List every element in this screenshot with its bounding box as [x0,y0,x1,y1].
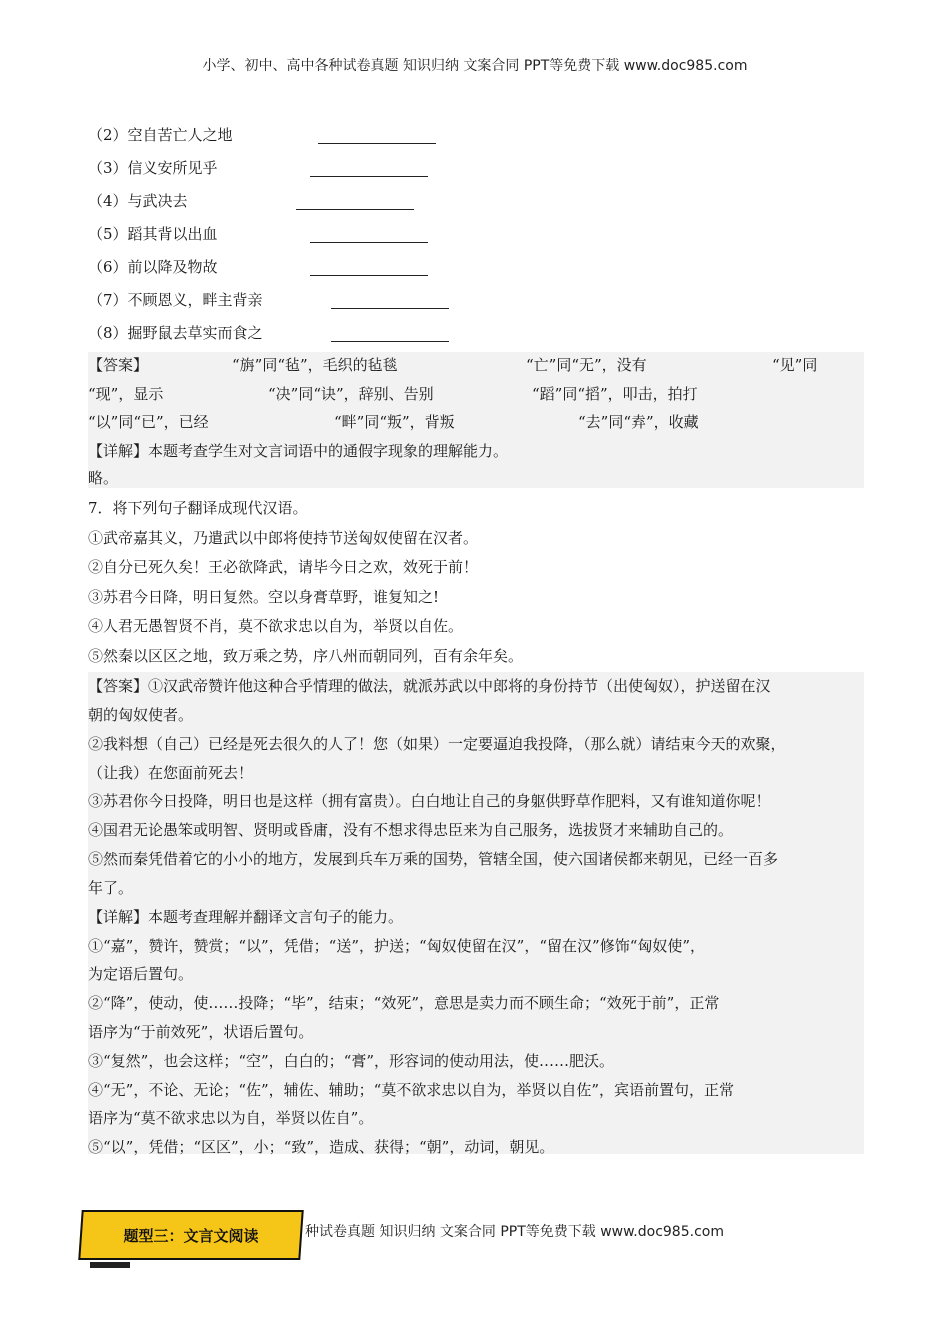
answer-entry: “以”同“已”，已经 [88,413,209,431]
detail-line: 语序为“莫不欲求忠以为自，举贤以佐自”。 [88,1109,374,1127]
detail-tag: 【详解】 [88,908,149,926]
sentence: ②自分已死久矣！王必欲降武，请毕今日之欢，效死于前！ [88,558,479,576]
answer-line: 年了。 [88,879,134,897]
item-label: （5）蹈其背以出血 [88,225,218,243]
answer-entry: “蹈”同“搯”，叩击，拍打 [532,385,698,403]
answer-line: 朝的匈奴使者。 [88,706,194,724]
answer-entry: “亡”同“无”，没有 [526,356,647,374]
answer-tag: 【答案】 [88,677,149,695]
page-footer: 种试卷真题 知识归纳 文案合同 PPT等免费下载 www.doc985.com [305,1224,724,1240]
answer-entry: “现”，显示 [88,385,164,403]
answer-blank [310,242,428,243]
item-label: （8）掘野鼠去草实而食之 [88,324,263,342]
detail-text: 本题考查学生对文言词语中的通假字现象的理解能力。 [148,442,509,460]
question-title: 7．将下列句子翻译成现代汉语。 [88,499,308,517]
answer-tag: 【答案】 [88,356,149,374]
answer-line: ②我料想（自己）已经是死去很久的人了！您（如果）一定要逼迫我投降，（那么就）请结束今天的欢聚， [88,735,786,753]
detail-line [88,440,508,462]
sentence: ⑤然秦以区区之地，致万乘之势，序八州而朝同列，百有余年矣。 [88,647,524,665]
section-banner-label: 题型三：文言文阅读 [123,1226,259,1245]
answer-blank [296,209,414,210]
sentence: ④人君无愚智贤不肖，莫不欲求忠以自为，举贤以自佐。 [88,617,464,635]
answer-entry: “去”同“弆”，收藏 [578,413,699,431]
item-label: （3）信义安所见乎 [88,159,218,177]
sentence: ③苏君今日降，明日复然。空以身膏草野，谁复知之! [88,588,440,606]
detail-line [88,906,403,928]
answer-line: ④国君无论愚笨或明智、贤明或昏庸，没有不想求得忠臣来为自己服务，选拔贤才来辅助自己的。 [88,821,734,839]
answer-blank [310,176,428,177]
answer-blank [310,275,428,276]
question-item [88,189,188,213]
detail-brief: 略。 [88,469,119,487]
answer-blank [331,341,449,342]
section-banner [80,1210,302,1260]
answer-line: ⑤然而秦凭借着它的小小的地方，发展到兵车万乘的国势，管辖全国，使六国诸侯都来朝见，已经一百多 [88,850,779,868]
detail-line: 语序为“于前效死”，状语后置句。 [88,1023,314,1041]
detail-text: 本题考查理解并翻译文言句子的能力。 [148,908,404,926]
detail-line: ⑤“以”，凭借；“区区”，小；“致”，造成、获得；“朝”，动词，朝见。 [88,1138,555,1156]
answer-entry: “见”同 [772,356,818,374]
answer-entry: “旃”同“毡”，毛织的毡毯 [232,356,398,374]
detail-line: ④“无”，不论、无论；“佐”，辅佐、辅助；“莫不欲求忠以自为，举贤以自佐”，宾语前置句，正常 [88,1081,735,1099]
banner-decoration [90,1262,130,1268]
answer-line: （让我）在您面前死去！ [88,764,254,782]
question-item [88,255,218,279]
item-label: （2）空自苦亡人之地 [88,126,233,144]
answer-blank [318,143,436,144]
question-item [88,123,233,147]
question-item [88,288,263,312]
question-item [88,156,218,180]
answer-line: ③苏君你今日投降，明日也是这样（拥有富贵）。白白地让自己的身躯供野草作肥料，又有谁知道你呢！ [88,792,771,810]
answer-line: 【答案】①汉武帝赞许他这种合乎情理的做法，就派苏武以中郎将的身份持节（出使匈奴），护送留在汉 [88,677,771,695]
detail-line: ②“降”，使动，使……投降；“毕”，结束；“效死”，意思是卖力而不顾生命；“效死于前”，正常 [88,994,720,1012]
detail-line: ③“复然”，也会这样；“空”，白白的；“膏”，形容词的使动用法，使……肥沃。 [88,1052,615,1070]
sentence: ①武帝嘉其义，乃遣武以中郎将使持节送匈奴使留在汉者。 [88,529,479,547]
answer-entry: “决”同“诀”，辞别、告别 [268,385,434,403]
item-label: （4）与武决去 [88,192,188,210]
answer-blank [331,308,449,309]
detail-line: ①“嘉”，赞许，赞赏；“以”，凭借；“送”，护送；“匈奴使留在汉”，“留在汉”修饰“匈奴使”， [88,937,706,955]
detail-line: 为定语后置句。 [88,965,194,983]
item-label: （6）前以降及物故 [88,258,218,276]
page-header: 小学、初中、高中各种试卷真题 知识归纳 文案合同 PPT等免费下载 www.doc985.com [202,58,748,74]
detail-tag: 【详解】 [88,442,149,460]
question-item [88,222,218,246]
item-label: （7）不顾恩义，畔主背亲 [88,291,263,309]
answer-entry: “畔”同“叛”，背叛 [334,413,455,431]
question-item [88,321,263,345]
